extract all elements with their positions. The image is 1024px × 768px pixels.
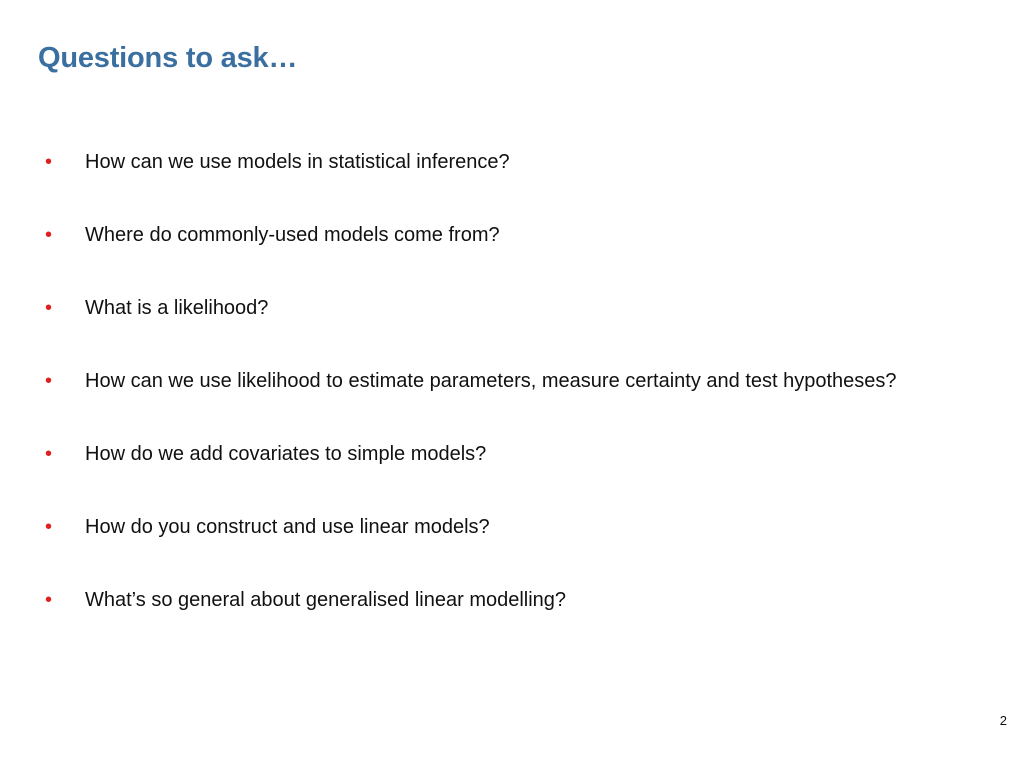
bullet-text: Where do commonly-used models come from? (85, 224, 500, 246)
bullet-marker: • (45, 370, 53, 392)
bullet-marker: • (45, 516, 53, 538)
slide-title: Questions to ask… (38, 42, 298, 74)
bullet-marker: • (45, 224, 53, 246)
bullet-text: What’s so general about generalised linear modelling? (85, 589, 567, 611)
bullet-item (45, 584, 945, 616)
bullet-item (45, 365, 945, 397)
bullet-text: How can we use models in statistical inference? (85, 151, 510, 173)
bullet-text: How can we use likelihood to estimate parameters, measure certainty and test hypotheses? (85, 370, 897, 392)
bullet-marker: • (45, 443, 53, 465)
bullet-text: What is a likelihood? (85, 297, 269, 319)
page-number: 2 (999, 713, 1007, 728)
bullet-item (45, 146, 945, 178)
bullet-item (45, 292, 945, 324)
bullet-list (45, 146, 945, 657)
bullet-text: How do we add covariates to simple models? (85, 443, 487, 465)
bullet-text: How do you construct and use linear models? (85, 516, 490, 538)
bullet-item (45, 438, 945, 470)
bullet-item (45, 219, 945, 251)
bullet-item (45, 511, 945, 543)
bullet-marker: • (45, 589, 53, 611)
bullet-marker: • (45, 297, 53, 319)
bullet-marker: • (45, 151, 53, 173)
